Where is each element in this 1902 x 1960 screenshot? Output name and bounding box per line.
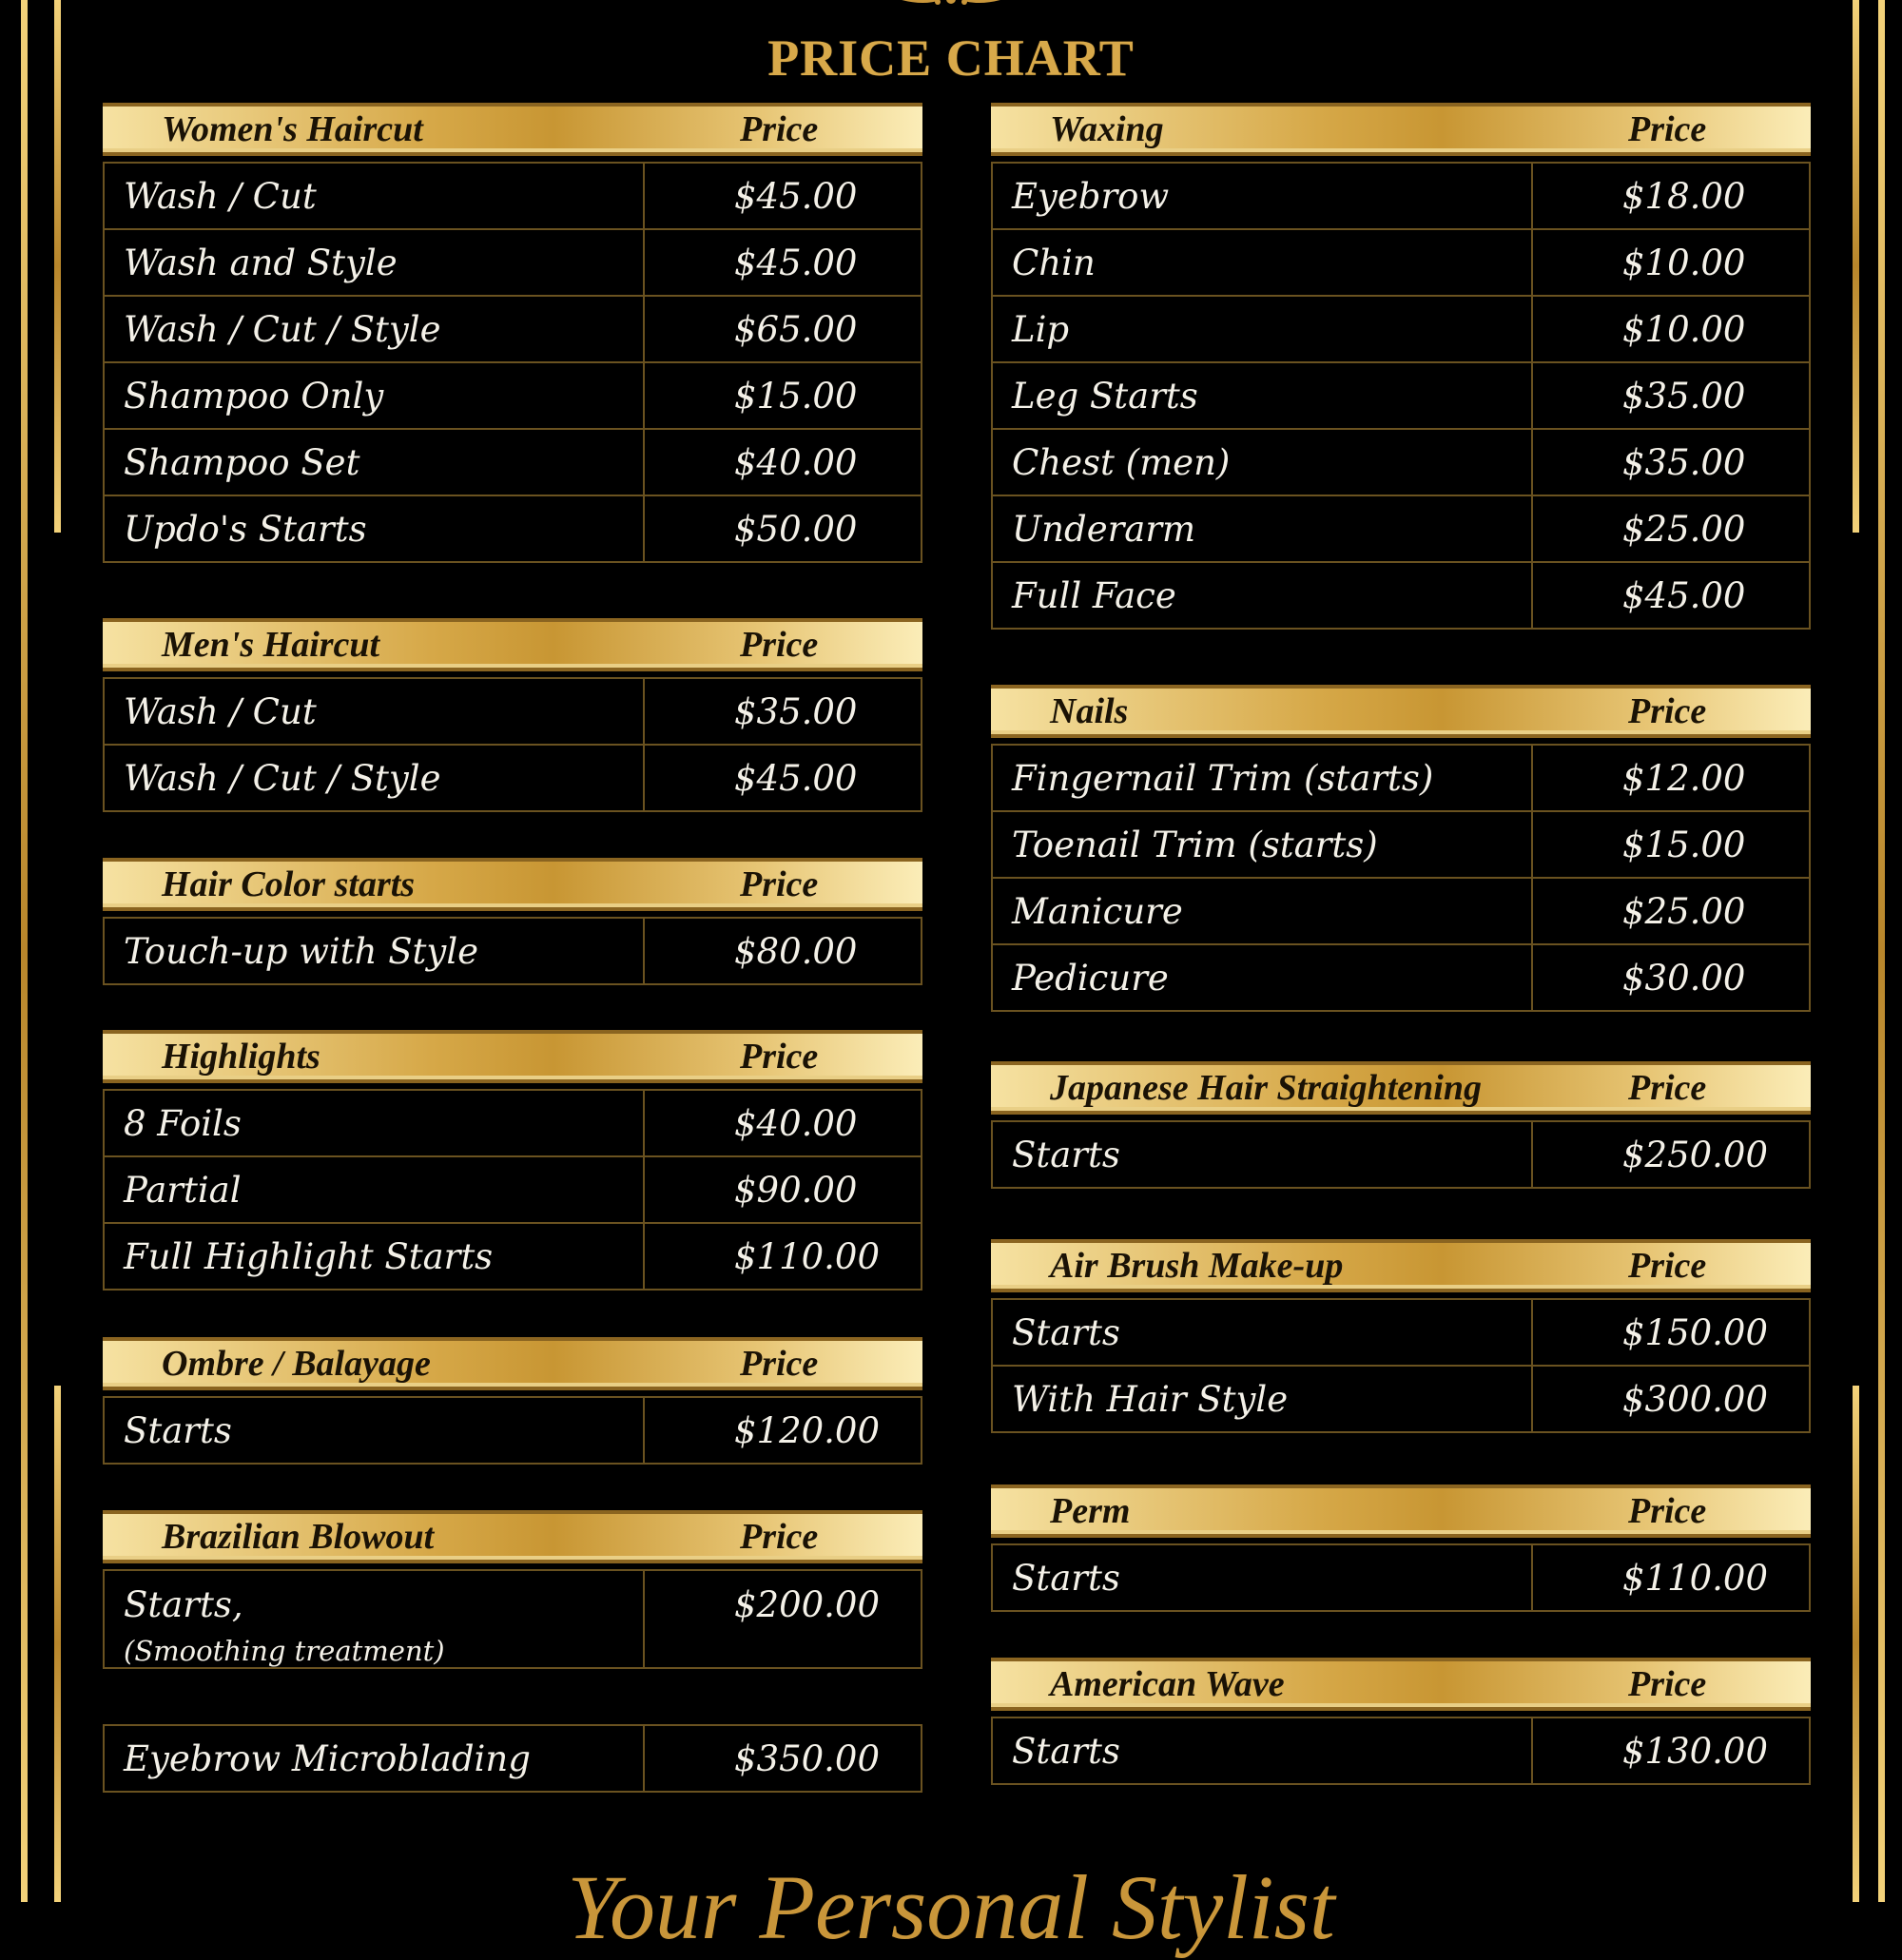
service-name: Eyebrow Microblading [124,1737,531,1779]
section-title: Women's Haircut [162,109,423,149]
price-table [103,677,922,812]
service-cell [104,918,644,984]
table-row [104,1156,922,1223]
service-name: Starts [1012,1557,1120,1599]
section-men-s-haircut [103,618,922,812]
service-name: Starts [1012,1134,1120,1175]
price-value: $110.00 [1622,1557,1769,1599]
price-column-label: Price [1628,1246,1707,1286]
price-column-label: Price [740,109,819,149]
table-row [104,296,922,362]
price-cell [644,1570,922,1668]
service-name: Full Highlight Starts [124,1235,494,1277]
section-title: Nails [1050,691,1129,731]
price-table [991,744,1811,1012]
price-value: $12.00 [1622,757,1746,799]
price-value: $40.00 [734,441,858,483]
price-cell [1532,1299,1810,1366]
price-cell [644,296,922,362]
price-cell [644,163,922,229]
table-row [104,1090,922,1156]
service-cell [992,745,1532,811]
table-row [992,811,1810,878]
section-perm [991,1485,1811,1612]
price-value: $30.00 [1622,957,1746,999]
price-value: $15.00 [1622,824,1746,865]
section-brazilian-blowout [103,1510,922,1669]
price-cell [1532,163,1810,229]
price-value: $15.00 [734,375,858,417]
price-table [103,917,922,985]
service-name: Starts [1012,1311,1120,1353]
price-cell [644,1156,922,1223]
service-name: Updo's Starts [124,508,367,550]
price-cell [644,1725,922,1792]
price-cell [1532,1544,1810,1611]
section-title: Highlights [162,1037,320,1077]
service-cell [992,562,1532,629]
price-column-label: Price [1628,1068,1707,1108]
price-column-label: Price [740,625,819,665]
table-row [992,1717,1810,1784]
service-name: Touch-up with Style [124,930,479,972]
service-name: Starts, [124,1584,243,1625]
section-highlights [103,1030,922,1290]
service-cell [992,1366,1532,1432]
service-name: Chest (men) [1012,441,1231,483]
price-cell [1532,1366,1810,1432]
service-name: Shampoo Set [124,441,360,483]
table-row [104,429,922,495]
table-row [992,562,1810,629]
section-header [991,685,1811,738]
price-column-label: Price [740,1517,819,1557]
table-row [992,163,1810,229]
table-row [104,1223,922,1290]
service-cell [104,1725,644,1792]
price-cell [1532,878,1810,944]
gold-border-inner-left-bottom [54,1386,61,1902]
price-value: $300.00 [1622,1378,1769,1420]
price-table [991,1298,1811,1433]
price-value: $25.00 [1622,508,1746,550]
service-cell [104,678,644,745]
service-name: Partial [124,1169,242,1211]
page-title: PRICE CHART [767,29,1135,87]
service-cell [104,296,644,362]
price-value: $10.00 [1622,308,1746,350]
section-header [103,1337,922,1390]
gold-border-right [1878,0,1885,1902]
section-ombre-balayage [103,1337,922,1465]
price-cell [1532,1121,1810,1188]
price-table [103,1569,922,1669]
section-hair-color-starts [103,858,922,985]
service-cell [104,1090,644,1156]
service-name: Full Face [1012,574,1176,616]
price-table [103,1724,922,1793]
service-cell [992,944,1532,1011]
table-row [104,745,922,811]
table-row [992,1366,1810,1432]
service-name: Chin [1012,242,1096,283]
service-name: Wash and Style [124,242,398,283]
service-name: Manicure [1012,890,1183,932]
service-cell [992,163,1532,229]
section-title: Air Brush Make-up [1050,1246,1344,1286]
price-cell [644,1090,922,1156]
section-header [103,618,922,671]
table-row [992,296,1810,362]
service-cell [992,811,1532,878]
price-column-label: Price [740,864,819,904]
service-cell [104,362,644,429]
service-name: Starts [1012,1730,1120,1772]
section-header [103,858,922,911]
price-cell [644,229,922,296]
gold-border-left [21,0,28,1902]
service-note: (Smoothing treatment) [124,1635,445,1667]
price-value: $25.00 [1622,890,1746,932]
flourish-ornament-icon [884,0,1018,10]
table-row [104,918,922,984]
service-name: Underarm [1012,508,1196,550]
table-row [104,1397,922,1464]
price-cell [644,362,922,429]
service-cell [992,878,1532,944]
price-cell [1532,229,1810,296]
table-row [104,1570,922,1668]
section-standalone-6 [103,1724,922,1793]
section-title: Japanese Hair Straightening [1050,1068,1482,1108]
table-row [992,1544,1810,1611]
service-cell [104,429,644,495]
table-row [992,1121,1810,1188]
price-cell [644,429,922,495]
section-title: Brazilian Blowout [162,1517,435,1557]
gold-border-inner-right-bottom [1853,1386,1859,1902]
price-value: $250.00 [1622,1134,1769,1175]
price-table [103,1396,922,1465]
price-cell [1532,362,1810,429]
service-name: Shampoo Only [124,375,384,417]
section-japanese-hair-straightening [991,1061,1811,1189]
price-cell [1532,811,1810,878]
service-cell [992,362,1532,429]
service-cell [992,429,1532,495]
price-value: $40.00 [734,1102,858,1144]
service-cell [104,745,644,811]
price-value: $45.00 [734,757,858,799]
price-value: $45.00 [1622,574,1746,616]
price-table [991,1120,1811,1189]
section-american-wave [991,1658,1811,1785]
table-row [992,429,1810,495]
service-name: Pedicure [1012,957,1169,999]
price-value: $65.00 [734,308,858,350]
table-row [992,745,1810,811]
price-value: $110.00 [734,1235,881,1277]
price-cell [644,1223,922,1290]
section-title: Men's Haircut [162,625,380,665]
price-cell [1532,429,1810,495]
price-cell [1532,562,1810,629]
price-cell [644,678,922,745]
footer-tagline: Your Personal Stylist [567,1856,1335,1958]
price-table [103,1089,922,1290]
table-row [992,944,1810,1011]
price-value: $45.00 [734,242,858,283]
service-cell [104,163,644,229]
table-row [992,362,1810,429]
table-row [104,678,922,745]
price-cell [644,495,922,562]
price-cell [1532,745,1810,811]
price-value: $35.00 [1622,441,1746,483]
service-cell [104,1570,644,1668]
service-name: Wash / Cut / Style [124,308,441,350]
service-name: Fingernail Trim (starts) [1012,757,1434,799]
service-name: With Hair Style [1012,1378,1289,1420]
service-cell [992,229,1532,296]
section-header [103,1510,922,1563]
table-row [104,1725,922,1792]
price-cell [644,918,922,984]
service-name: Starts [124,1409,232,1451]
price-value: $45.00 [734,175,858,217]
section-waxing [991,103,1811,630]
section-header [991,1485,1811,1538]
service-cell [104,1223,644,1290]
section-title: Waxing [1050,109,1164,149]
service-cell [992,1121,1532,1188]
service-cell [992,296,1532,362]
section-title: Hair Color starts [162,864,416,904]
section-nails [991,685,1811,1012]
section-header [103,1030,922,1083]
price-column-label: Price [1628,1664,1707,1704]
section-header [991,103,1811,156]
price-table [991,162,1811,630]
price-value: $350.00 [734,1737,881,1779]
table-row [992,1299,1810,1366]
service-name: Leg Starts [1012,375,1198,417]
price-cell [1532,495,1810,562]
price-column-label: Price [1628,109,1707,149]
service-name: Wash / Cut [124,690,317,732]
price-value: $35.00 [1622,375,1746,417]
price-value: $200.00 [734,1584,881,1625]
price-column-label: Price [740,1037,819,1077]
section-air-brush-make-up [991,1239,1811,1433]
service-cell [104,1397,644,1464]
section-header [991,1061,1811,1115]
price-cell [1532,1717,1810,1784]
service-cell [992,495,1532,562]
price-value: $90.00 [734,1169,858,1211]
price-table [991,1717,1811,1785]
section-title: Ombre / Balayage [162,1344,431,1384]
price-column-label: Price [740,1344,819,1384]
price-table [103,162,922,563]
table-row [992,229,1810,296]
price-value: $50.00 [734,508,858,550]
price-cell [644,745,922,811]
price-value: $150.00 [1622,1311,1769,1353]
price-value: $80.00 [734,930,858,972]
table-row [992,878,1810,944]
table-row [104,495,922,562]
section-header [991,1658,1811,1711]
table-row [992,495,1810,562]
service-name: Wash / Cut / Style [124,757,441,799]
table-row [104,163,922,229]
service-name: Toenail Trim (starts) [1012,824,1378,865]
service-name: Eyebrow [1012,175,1170,217]
section-title: Perm [1050,1491,1131,1531]
service-cell [104,495,644,562]
price-cell [644,1397,922,1464]
section-women-s-haircut [103,103,922,563]
service-cell [992,1299,1532,1366]
price-column-label: Price [1628,691,1707,731]
section-header [991,1239,1811,1292]
service-cell [992,1544,1532,1611]
price-value: $35.00 [734,690,858,732]
price-value: $18.00 [1622,175,1746,217]
price-value: $130.00 [1622,1730,1769,1772]
service-cell [104,229,644,296]
service-name: 8 Foils [124,1102,242,1144]
price-column-label: Price [1628,1491,1707,1531]
section-title: American Wave [1050,1664,1285,1704]
section-header [103,103,922,156]
service-cell [104,1156,644,1223]
price-cell [1532,296,1810,362]
price-table [991,1543,1811,1612]
price-value: $120.00 [734,1409,881,1451]
table-row [104,229,922,296]
service-cell [992,1717,1532,1784]
table-row [104,362,922,429]
price-value: $10.00 [1622,242,1746,283]
price-cell [1532,944,1810,1011]
service-name: Wash / Cut [124,175,317,217]
service-name: Lip [1012,308,1070,350]
